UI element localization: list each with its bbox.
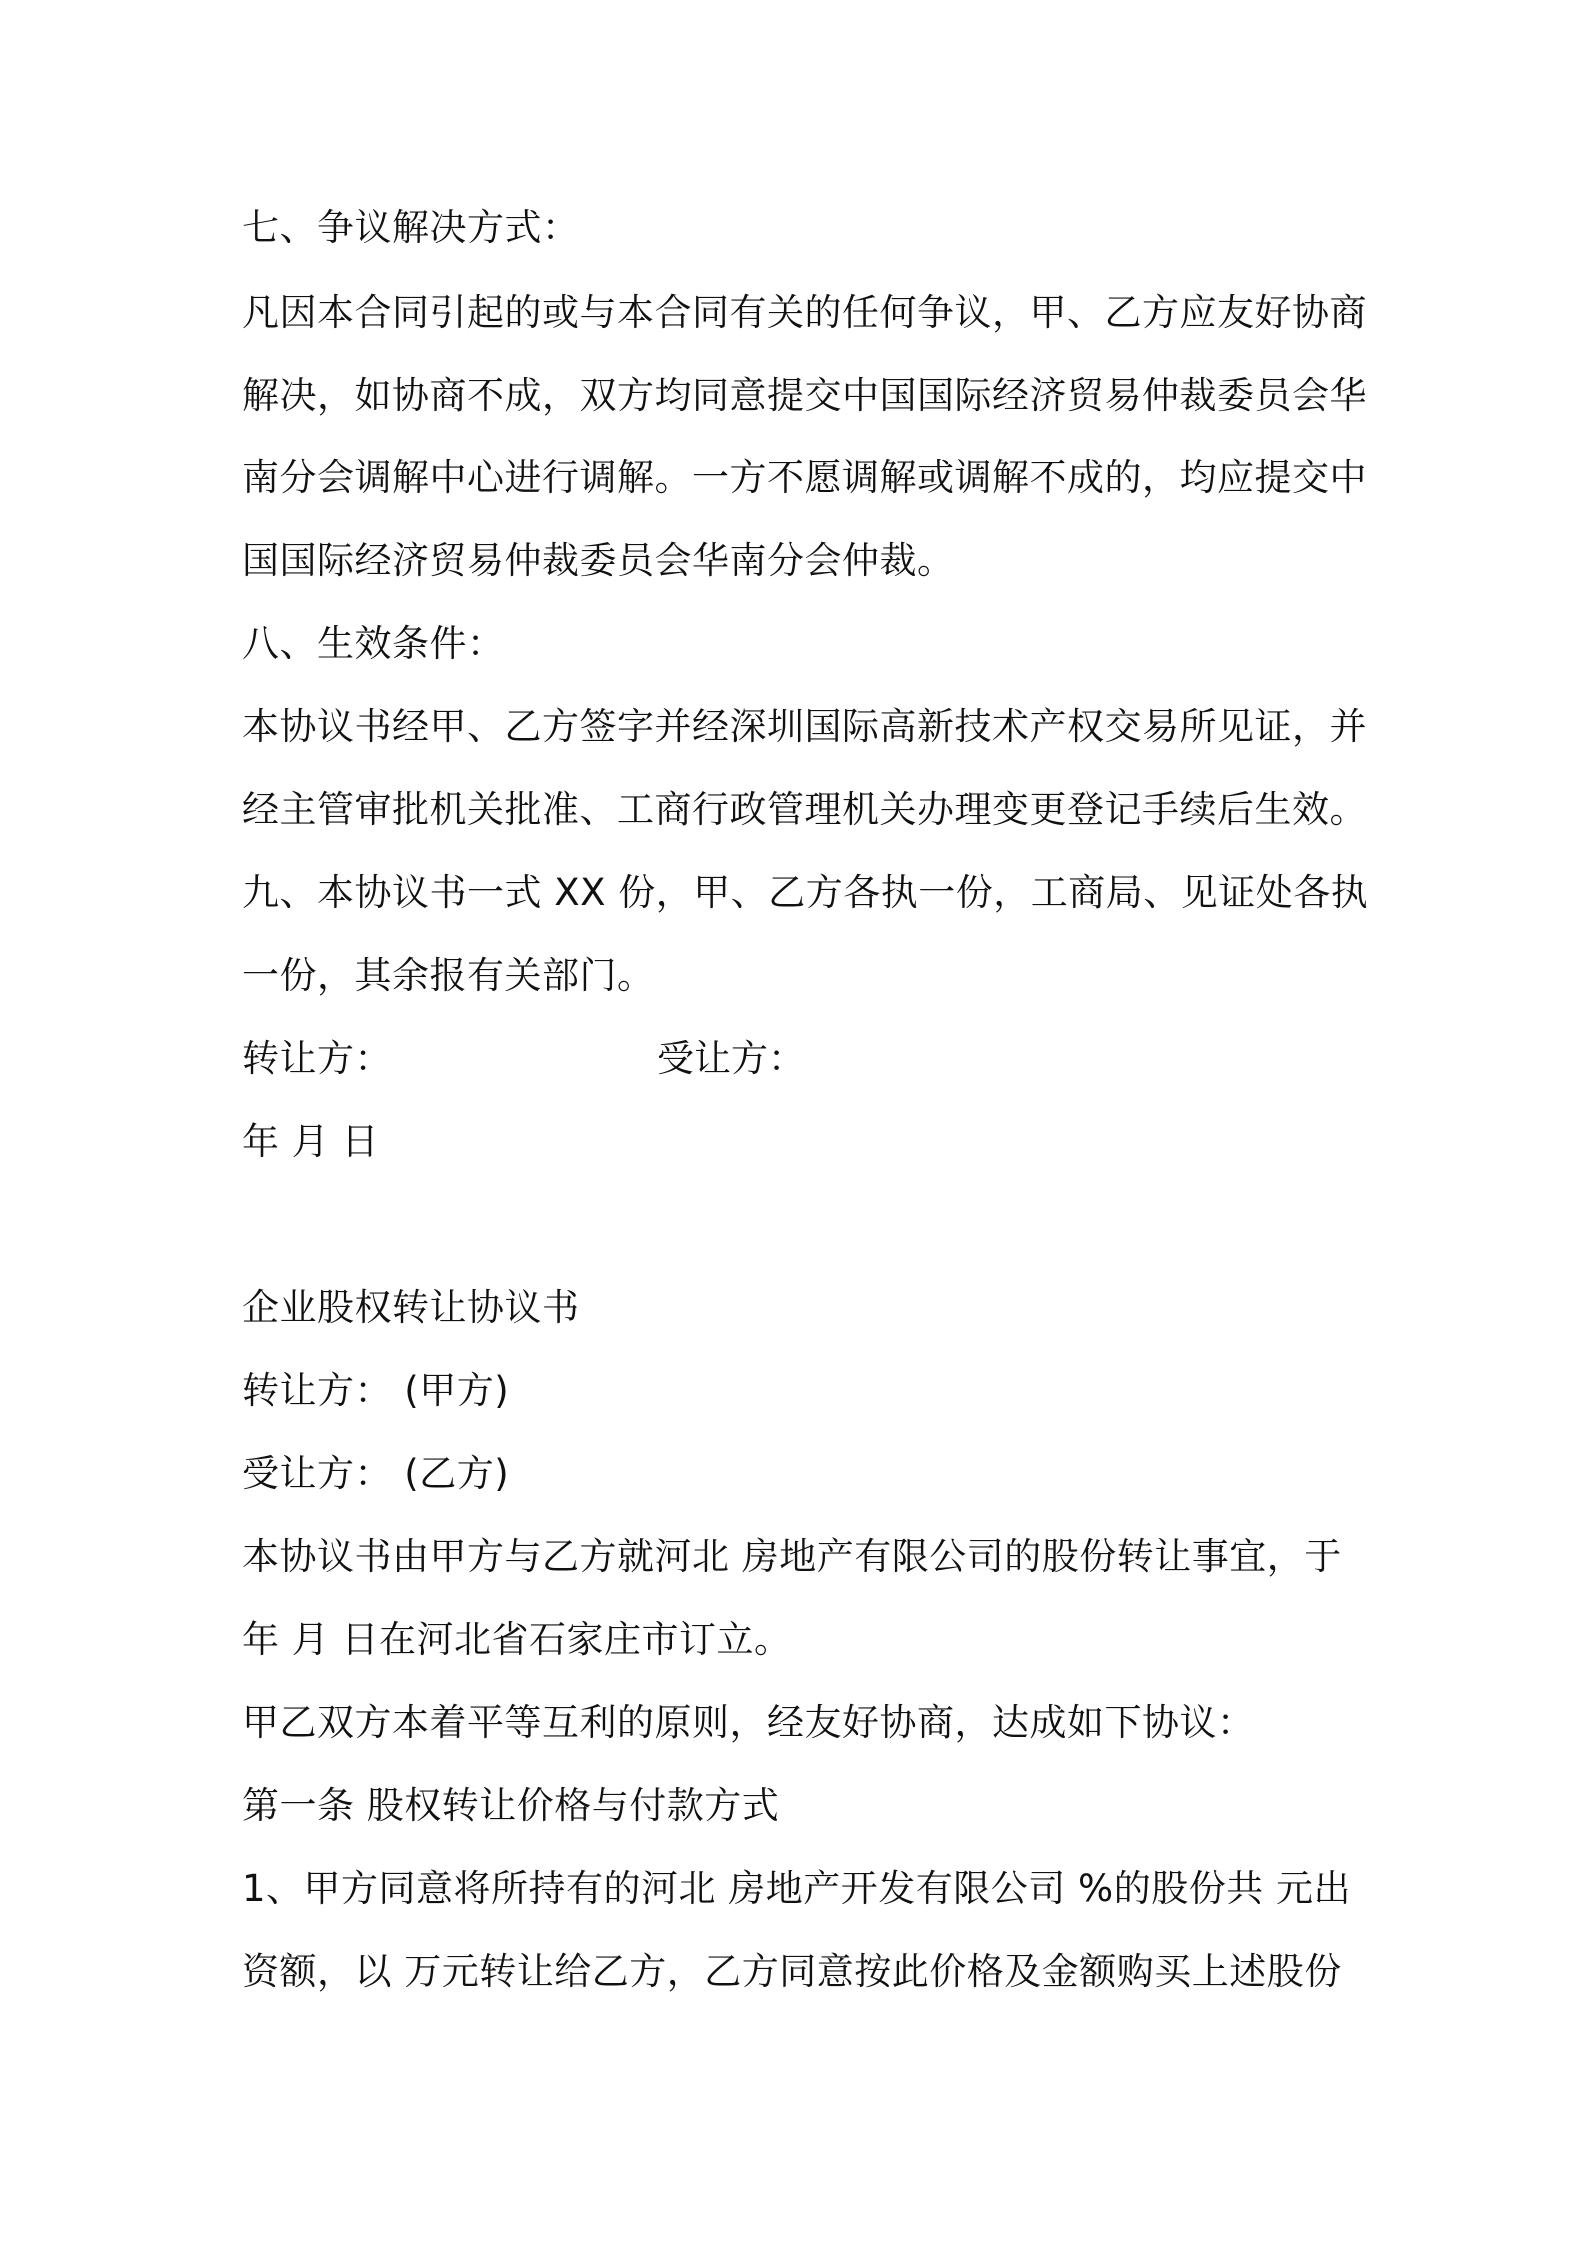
party-b: 受让方： (乙方) xyxy=(242,1452,510,1495)
section-7-heading: 七、争议解决方式： xyxy=(242,206,580,249)
article-1-heading: 第一条 股权转让价格与付款方式 xyxy=(242,1784,780,1827)
agreement-title: 企业股权转让协议书 xyxy=(242,1286,580,1329)
article-1-line-2: 资额，以 万元转让给乙方，乙方同意按此价格及金额购买上述股份 xyxy=(242,1950,1342,1993)
article-1-line-1: 1、甲方同意将所持有的河北 房地产开发有限公司 %的股份共 元出 xyxy=(242,1867,1351,1910)
party-a: 转让方： (甲方) xyxy=(242,1369,510,1412)
section-7-line-1: 凡因本合同引起的或与本合同有关的任何争议，甲、乙方应友好协商 xyxy=(242,291,1367,334)
section-9-line-1: 九、本协议书一式 XX 份，甲、乙方各执一份，工商局、见证处各执 xyxy=(242,871,1369,914)
section-8-line-2: 经主管审批机关批准、工商行政管理机关办理变更登记手续后生效。 xyxy=(242,788,1367,831)
section-9-line-2: 一份，其余报有关部门。 xyxy=(242,954,655,997)
section-7-line-3: 南分会调解中心进行调解。一方不愿调解或调解不成的，均应提交中 xyxy=(242,456,1367,499)
signature-transferor: 转让方： xyxy=(242,1037,392,1080)
signature-date: 年 月 日 xyxy=(242,1120,380,1163)
principle-line: 甲乙双方本着平等互利的原则，经友好协商，达成如下协议： xyxy=(242,1701,1255,1744)
section-7-line-2: 解决，如协商不成，双方均同意提交中国国际经济贸易仲裁委员会华 xyxy=(242,374,1367,417)
section-8-heading: 八、生效条件： xyxy=(242,622,505,665)
section-8-line-1: 本协议书经甲、乙方签字并经深圳国际高新技术产权交易所见证，并 xyxy=(242,705,1367,748)
intro-line-2: 年 月 日在河北省石家庄市订立。 xyxy=(242,1618,792,1661)
intro-line-1: 本协议书由甲方与乙方就河北 房地产有限公司的股份转让事宜，于 xyxy=(242,1535,1342,1578)
section-7-line-4: 国国际经济贸易仲裁委员会华南分会仲裁。 xyxy=(242,539,955,582)
signature-transferee: 受让方： xyxy=(657,1037,805,1080)
